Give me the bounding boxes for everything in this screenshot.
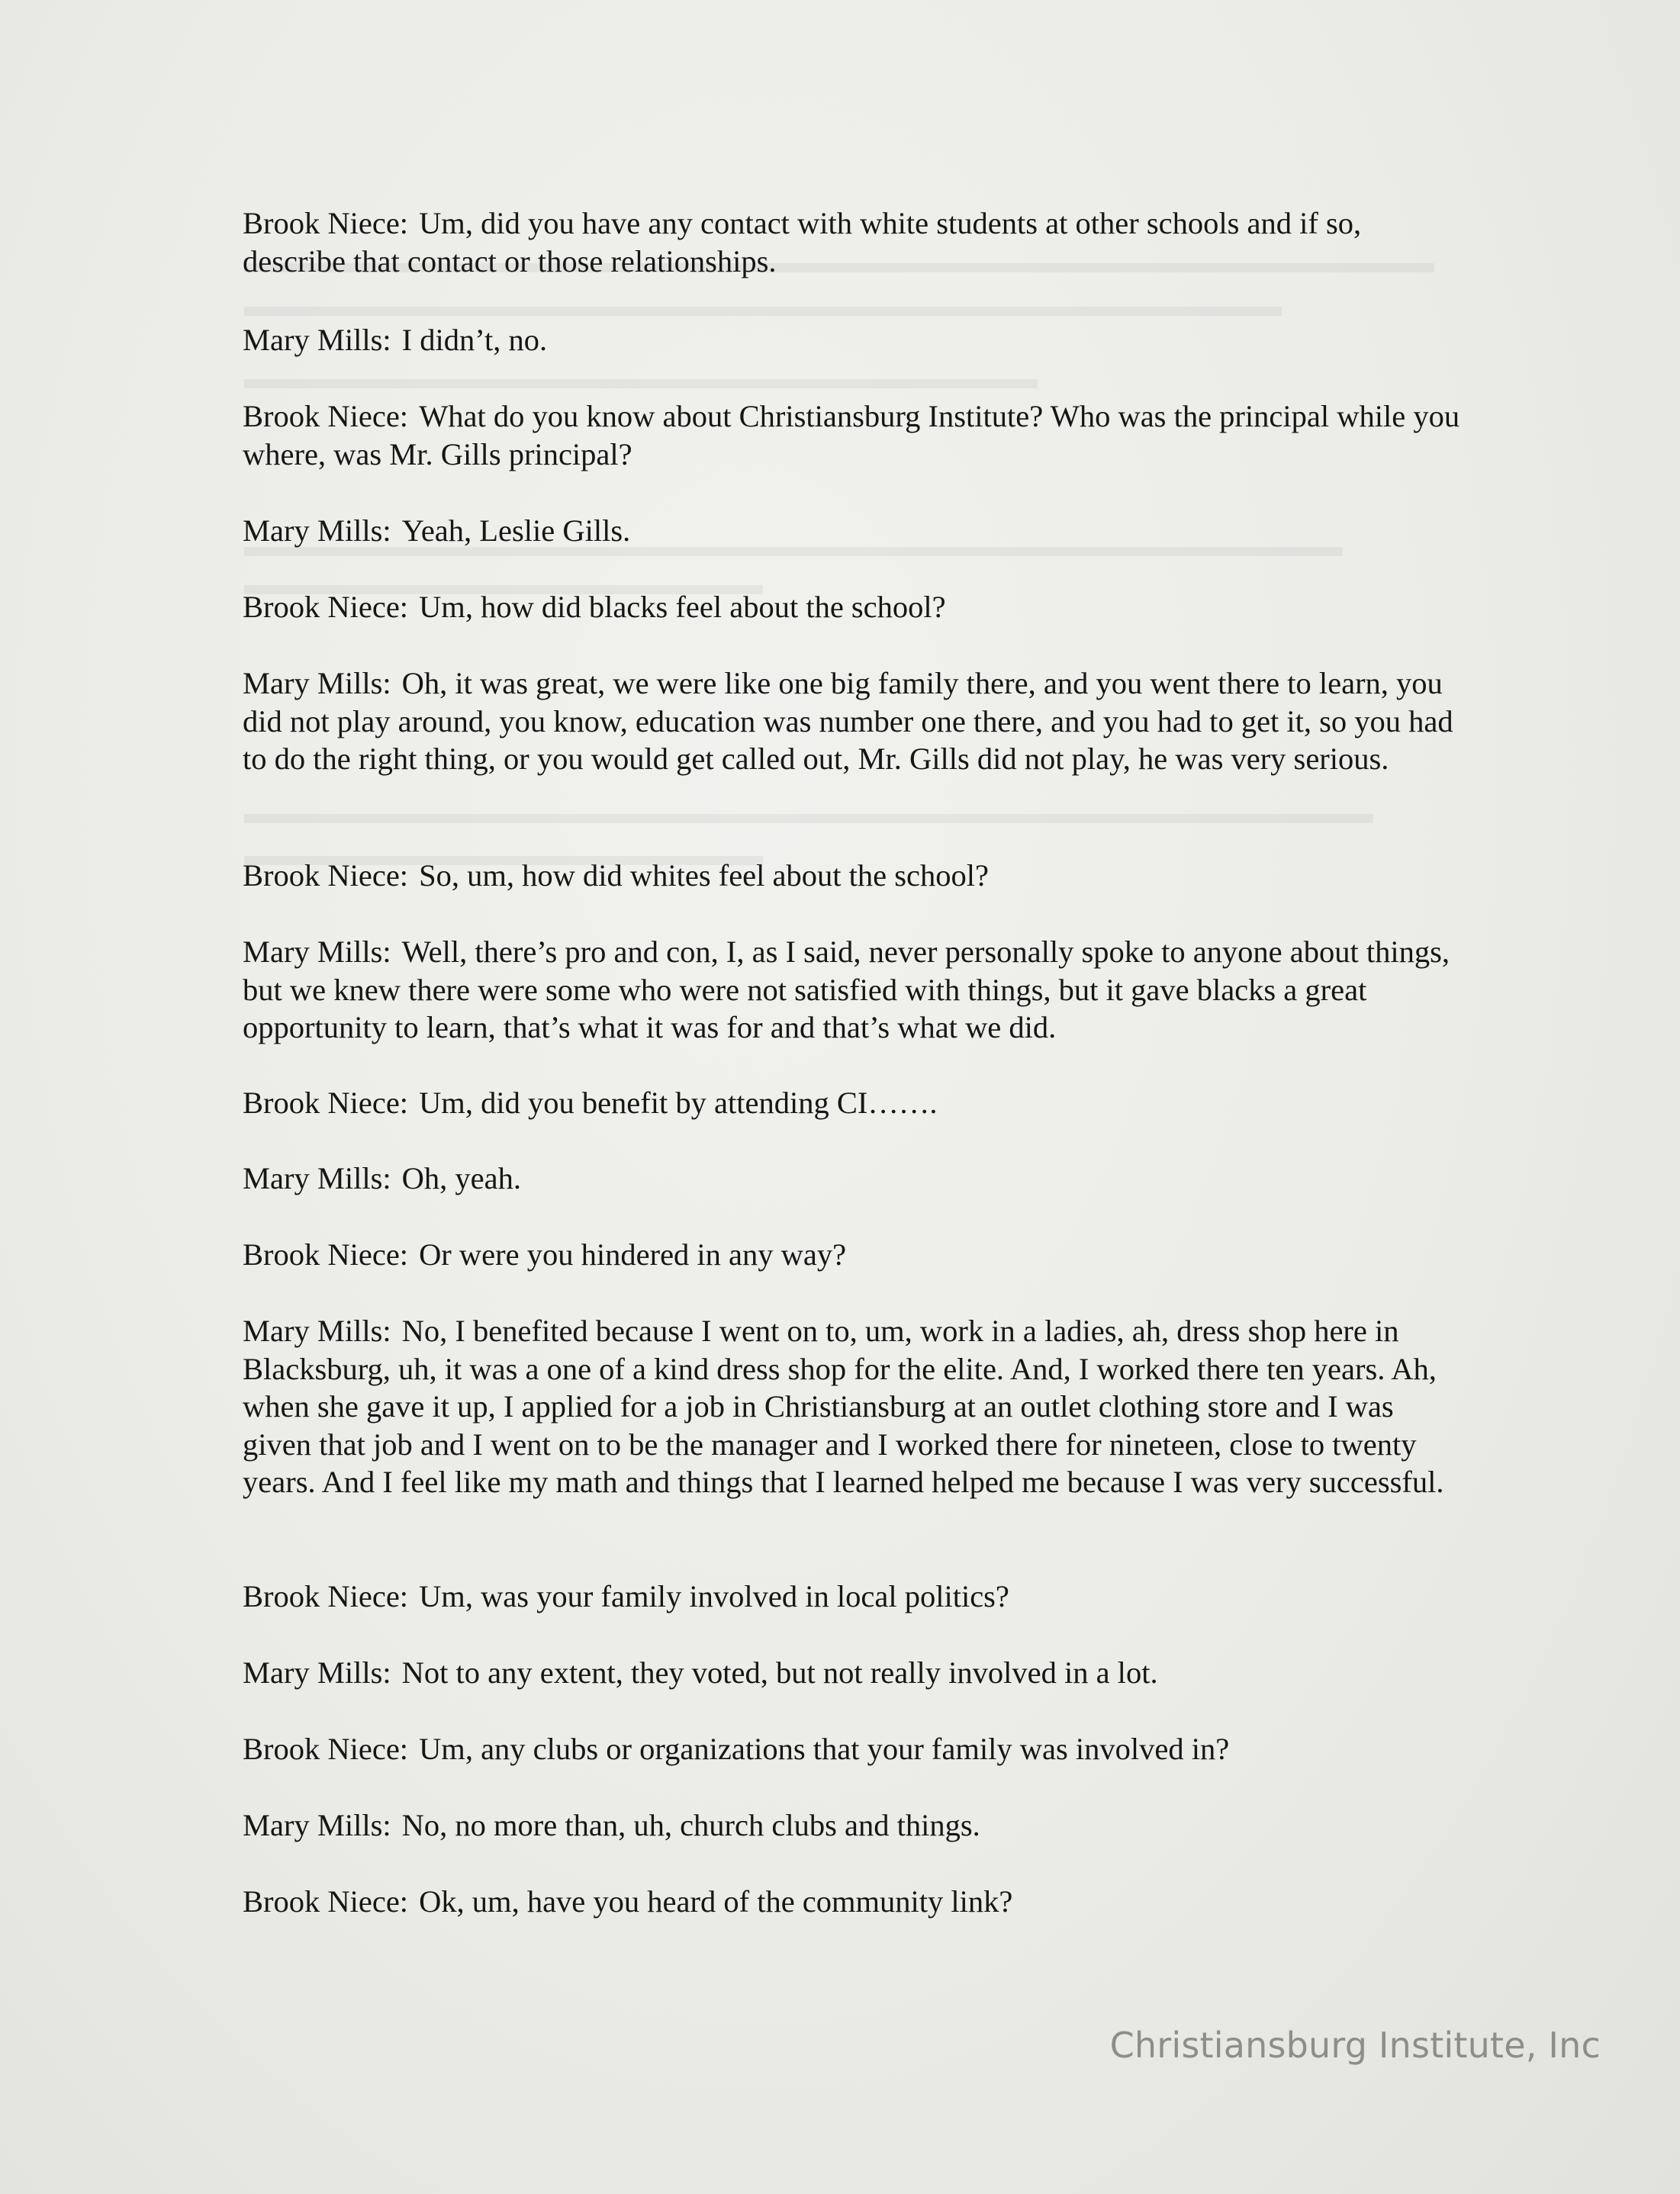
speaker-label: Brook Niece: (243, 590, 409, 624)
turn-text: I didn’t, no. (401, 323, 548, 357)
transcript-turn (243, 1883, 1463, 1921)
turn-text: Yeah, Leslie Gills. (401, 513, 631, 548)
turn-text: Oh, it was great, we were like one big family there, and you went there to learn, you did not play around, you know, education was number one there, and you had to get it, so you had to do the right thing, or you would get called out, Mr. Gills did not play, he was very serious. (243, 666, 1453, 776)
watermark: Christiansburg Institute, Inc (1109, 2025, 1601, 2066)
transcript-turn (243, 857, 1463, 895)
speaker-label: Mary Mills: (243, 323, 391, 357)
speaker-label: Mary Mills: (243, 1314, 391, 1348)
speaker-label: Brook Niece: (243, 1086, 409, 1120)
transcript-turn (243, 933, 1463, 1047)
turn-text: Um, was your family involved in local politics? (419, 1579, 1009, 1613)
transcript-turn (243, 512, 1463, 550)
speaker-label: Mary Mills: (243, 1161, 391, 1195)
speaker-label: Brook Niece: (243, 1579, 409, 1613)
turn-text: Um, how did blacks feel about the school? (419, 590, 946, 624)
turn-text: Um, did you benefit by attending CI……. (419, 1086, 938, 1120)
transcript-turn (243, 1654, 1463, 1692)
turn-text: Not to any extent, they voted, but not really involved in a lot. (401, 1655, 1158, 1690)
turn-text: No, no more than, uh, church clubs and things. (401, 1808, 980, 1842)
speaker-label: Brook Niece: (243, 1884, 409, 1919)
show-through-line (244, 286, 1282, 326)
turn-text: Um, did you have any contact with white students at other schools and if so, describe that contact or those relationships. (243, 206, 1362, 278)
transcript-turn (243, 1084, 1463, 1122)
turn-text: So, um, how did whites feel about the school? (419, 858, 989, 893)
transcript-turn (243, 588, 1463, 626)
turn-text: No, I benefited because I went on to, um, work in a ladies, ah, dress shop here in Blacksburg, uh, it was a one of a kind dress shop for the elite. And, I worked there ten years. Ah, when she gave it up, I applied for a job in Christiansburg at an outlet clothing store and I was given that job and I went on to be the manager and I worked there for nineteen, close to twenty years. And I feel like my math and things that I learned helped me because I was very successful. (243, 1314, 1444, 1499)
transcript-turn (243, 397, 1463, 473)
turn-text: Ok, um, have you heard of the community link? (419, 1884, 1013, 1919)
transcript-turn (243, 204, 1463, 280)
turn-text: What do you know about Christiansburg Institute? Who was the principal while you where, was Mr. Gills principal? (243, 399, 1460, 471)
turn-text: Or were you hindered in any way? (419, 1237, 847, 1272)
speaker-label: Mary Mills: (243, 513, 391, 548)
transcript-turn (243, 321, 1463, 359)
speaker-label: Brook Niece: (243, 1732, 409, 1766)
show-through-line (244, 793, 1373, 833)
speaker-label: Brook Niece: (243, 858, 409, 893)
transcript-turn (243, 1730, 1463, 1768)
transcript-turn (243, 664, 1463, 778)
speaker-label: Brook Niece: (243, 206, 409, 240)
turn-text: Oh, yeah. (401, 1161, 521, 1195)
speaker-label: Mary Mills: (243, 1655, 391, 1690)
speaker-label: Mary Mills: (243, 1808, 391, 1842)
transcript-turn (243, 1236, 1463, 1274)
speaker-label: Brook Niece: (243, 399, 409, 433)
turn-text: Well, there’s pro and con, I, as I said, never personally spoke to anyone about things, but we knew there were some who were not satisfied with things, but it gave blacks a great opportunity to learn, that’s what it was for and that’s what we did. (243, 935, 1450, 1044)
speaker-label: Mary Mills: (243, 666, 391, 700)
speaker-label: Brook Niece: (243, 1237, 409, 1272)
turn-text: Um, any clubs or organizations that your family was involved in? (419, 1732, 1230, 1766)
transcript-turn (243, 1160, 1463, 1198)
transcript-turn (243, 1578, 1463, 1616)
transcript-turn (243, 1806, 1463, 1845)
show-through-line (244, 359, 1038, 398)
transcript-turn (243, 1312, 1463, 1501)
speaker-label: Mary Mills: (243, 935, 391, 969)
